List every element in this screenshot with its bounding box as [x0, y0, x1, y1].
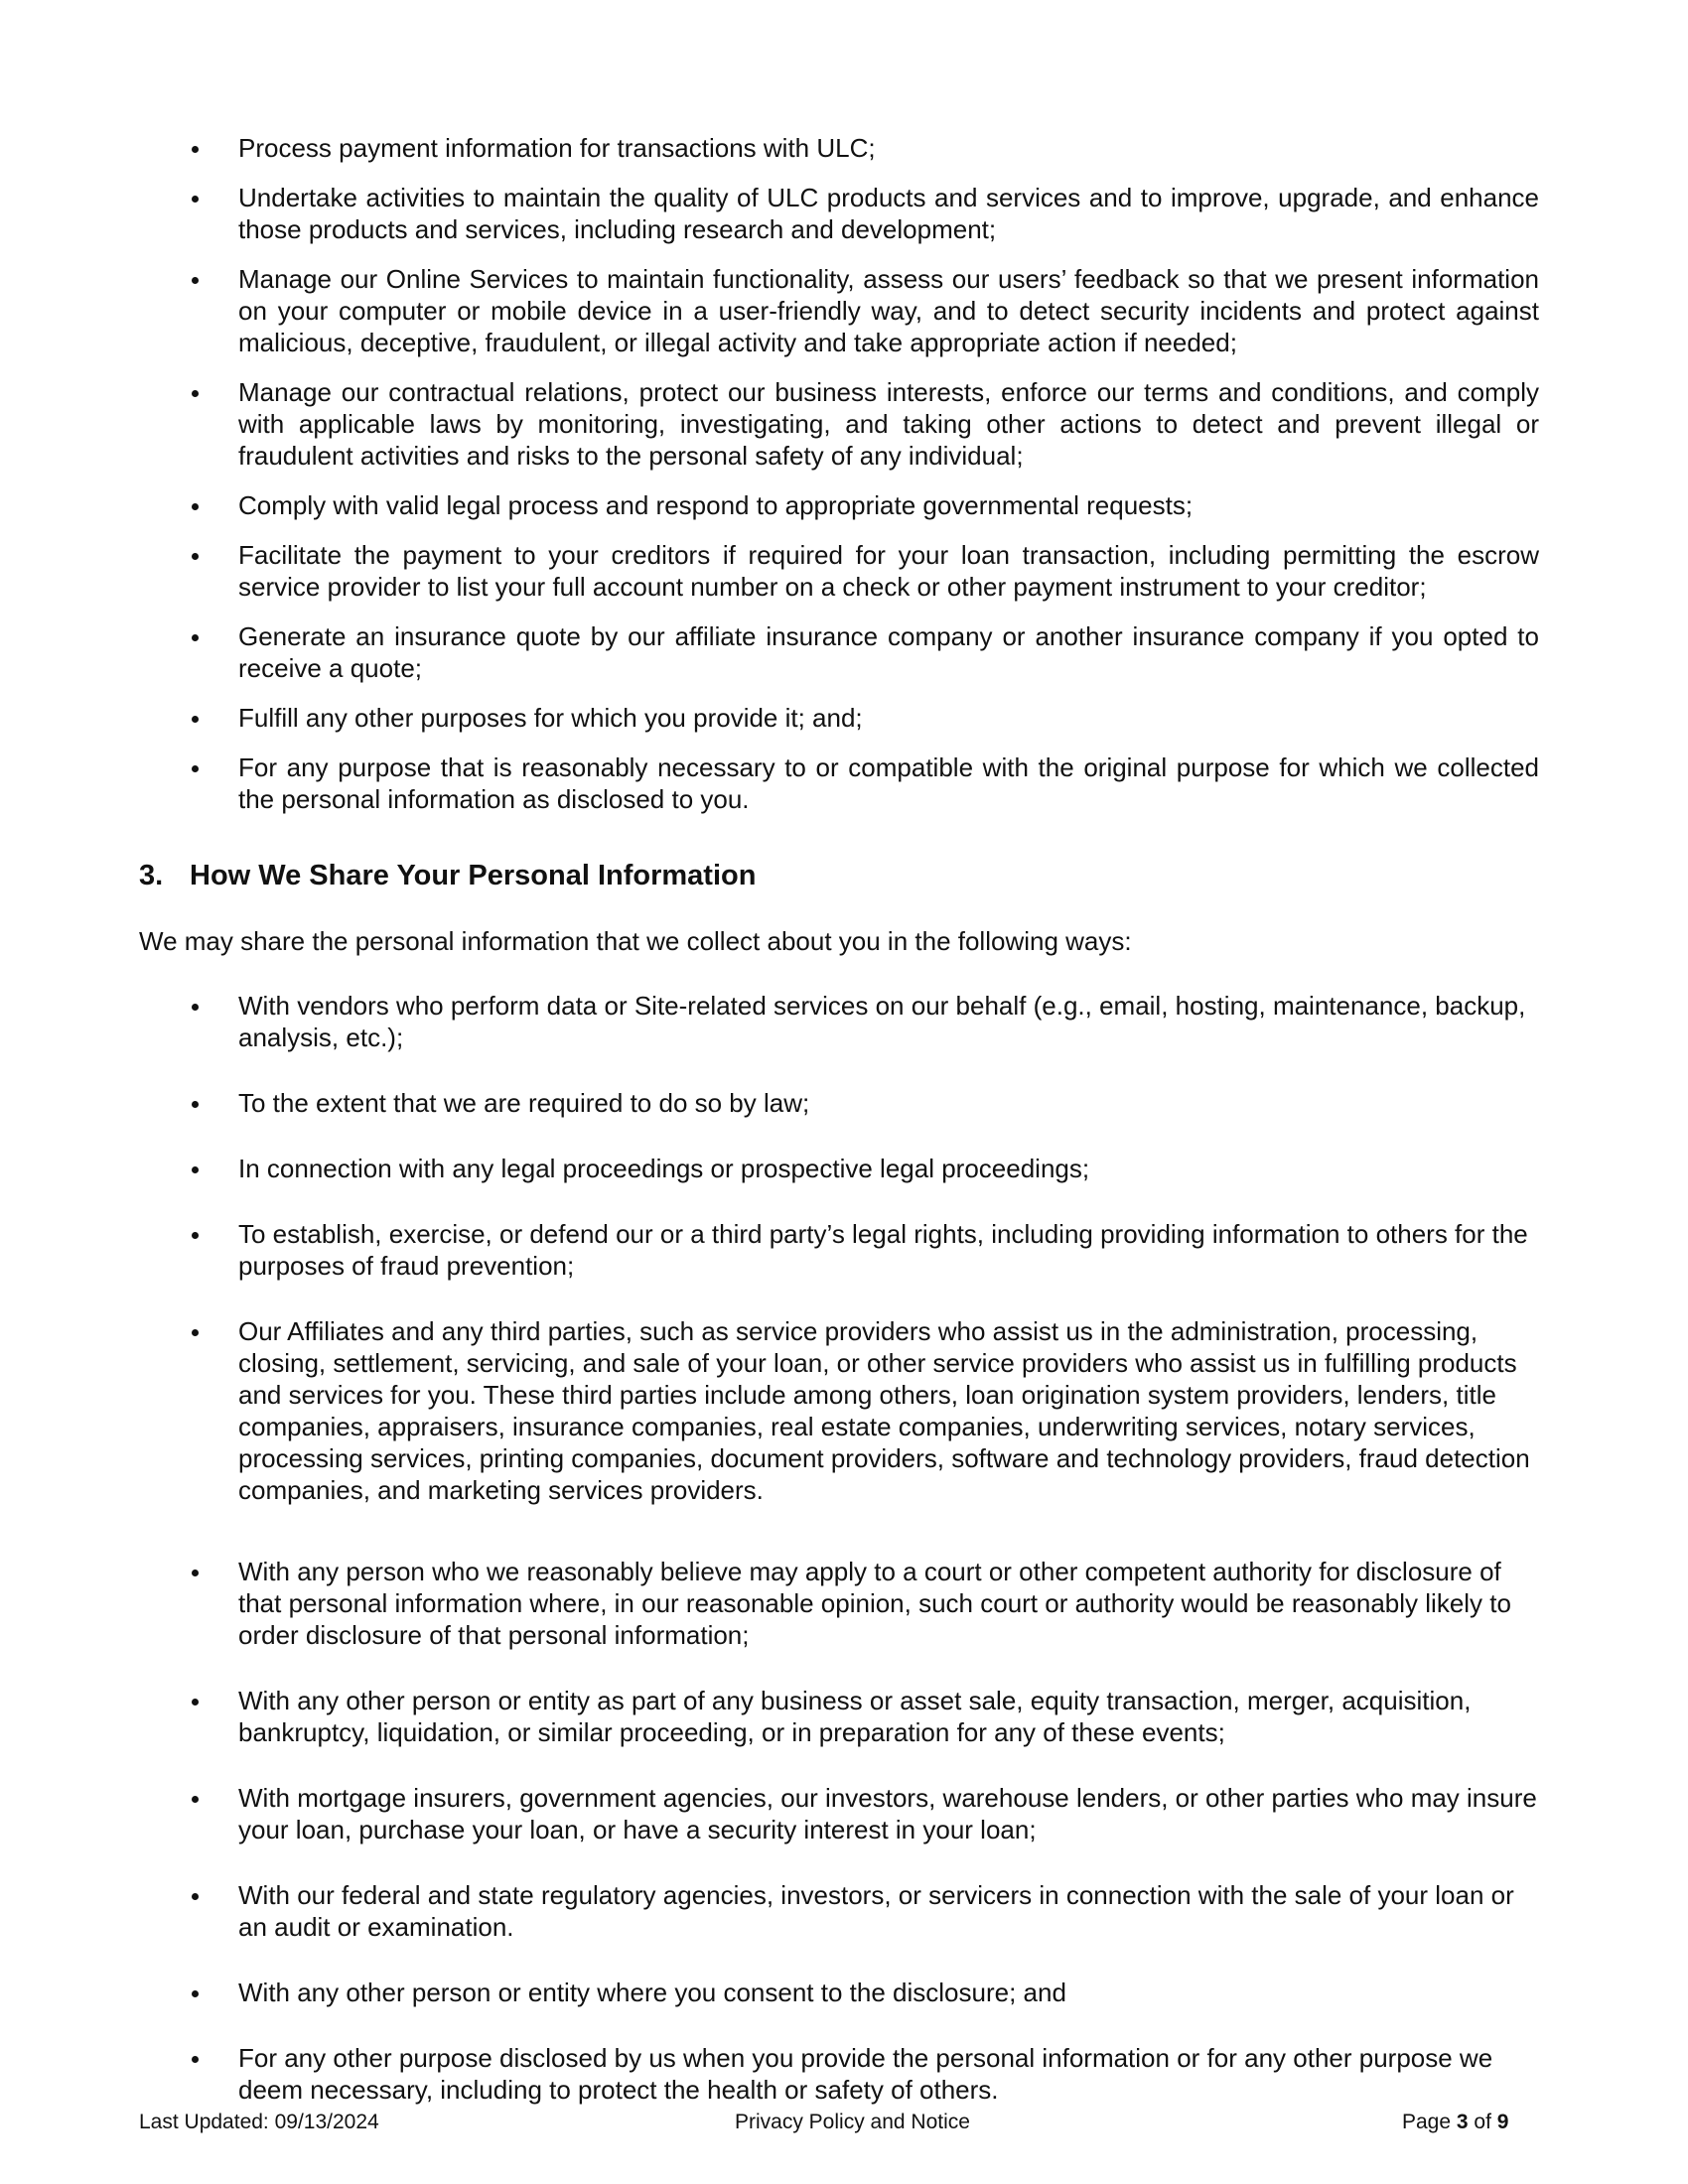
- list-item-text: Facilitate the payment to your creditors if required for your loan transaction, including permitting the escrow service provider to list your full account number on a check or other payment instrument to your creditor;: [238, 540, 1539, 602]
- list-item-text: Our Affiliates and any third parties, such as service providers who assist us in the administration, processing, closing, settlement, servicing, and sale of your loan, or other service providers who assist us in fulfilling products and services for you. These third parties include among others, loan origination system providers, lenders, title companies, appraisers, insurance companies, real estate companies, underwriting services, notary services, processing services, printing companies, document providers, software and technology providers, fraud detection companies, and marketing services providers.: [238, 1316, 1530, 1505]
- list-item-text: To establish, exercise, or defend our or a third party’s legal rights, including providing information to others for the purposes of fraud prevention;: [238, 1219, 1528, 1281]
- list-item-text: Manage our contractual relations, protect our business interests, enforce our terms and conditions, and comply with applicable laws by monitoring, investigating, and taking other actions to detect and prevent illegal or fraudulent activities and risks to the personal safety of any individual;: [238, 377, 1539, 471]
- bullet-icon: [192, 196, 199, 203]
- list-item: [179, 620, 1539, 684]
- bullet-icon: [192, 716, 199, 723]
- list-item-text: In connection with any legal proceedings or prospective legal proceedings;: [238, 1154, 1090, 1183]
- page-prefix: Page: [1402, 2111, 1457, 2133]
- purposes-bullet-list: [179, 132, 1539, 833]
- list-item: [179, 182, 1539, 245]
- list-item: [179, 132, 1539, 164]
- list-item-text: Process payment information for transactions with ULC;: [238, 133, 876, 163]
- list-item-text: Manage our Online Services to maintain functionality, assess our users’ feedback so that we present information on your computer or mobile device in a user-friendly way, and to detect security incidents and protect against malicious, deceptive, fraudulent, or illegal activity and take appropriate action if needed;: [238, 264, 1539, 357]
- bullet-icon: [192, 1329, 199, 1336]
- bullet-icon: [192, 146, 199, 153]
- list-item: [179, 2042, 1539, 2106]
- page-of: of: [1468, 2111, 1497, 2133]
- section-heading: [139, 858, 756, 893]
- list-item: [179, 1685, 1539, 1748]
- bullet-icon: [192, 765, 199, 772]
- list-item: [179, 539, 1539, 603]
- bullet-icon: [192, 1570, 199, 1576]
- section-title: How We Share Your Personal Information: [190, 860, 757, 891]
- list-item: [179, 1153, 1539, 1184]
- list-item: [179, 263, 1539, 358]
- list-item-text: With any person who we reasonably believe may apply to a court or other competent authority for disclosure of that personal information where, in our reasonable opinion, such court or authority would be reasonably likely to order disclosure of that personal information;: [238, 1557, 1511, 1650]
- list-item-text: Undertake activities to maintain the quality of ULC products and services and to improve, upgrade, and enhance those products and services, including research and development;: [238, 183, 1539, 244]
- bullet-icon: [192, 1004, 199, 1011]
- bullet-icon: [192, 277, 199, 284]
- list-item-text: For any purpose that is reasonably necessary to or compatible with the original purpose for which we collected the personal information as disclosed to you.: [238, 752, 1539, 814]
- bullet-icon: [192, 1101, 199, 1108]
- bullet-icon: [192, 1699, 199, 1706]
- bullet-icon: [192, 634, 199, 641]
- list-item: [179, 990, 1539, 1053]
- bullet-icon: [192, 1166, 199, 1173]
- bullet-icon: [192, 1796, 199, 1803]
- bullet-icon: [192, 1232, 199, 1239]
- list-item-text: With any other person or entity where you consent to the disclosure; and: [238, 1978, 1066, 2007]
- list-item-text: With any other person or entity as part of any business or asset sale, equity transaction, merger, acquisition, bankruptcy, liquidation, or similar proceeding, or in preparation for any of these events;: [238, 1686, 1472, 1747]
- list-item-text: For any other purpose disclosed by us when you provide the personal information or for any other purpose we deem necessary, including to protect the health or safety of others.: [238, 2043, 1493, 2105]
- footer-page-number: [1402, 2110, 1508, 2135]
- bullet-icon: [192, 1893, 199, 1900]
- list-item: [179, 751, 1539, 815]
- list-item-text: Comply with valid legal process and respond to appropriate governmental requests;: [238, 490, 1194, 520]
- footer-document-title: Privacy Policy and Notice: [735, 2111, 970, 2133]
- list-item: [179, 702, 1539, 734]
- list-item: [179, 1879, 1539, 1943]
- list-item: [179, 489, 1539, 521]
- list-item-text: With mortgage insurers, government agencies, our investors, warehouse lenders, or other parties who may insure your loan, purchase your loan, or have a security interest in your loan;: [238, 1783, 1537, 1844]
- list-item: [179, 1977, 1539, 2008]
- section-number: 3.: [139, 860, 164, 891]
- section-intro: We may share the personal information that we collect about you in the following ways:: [139, 926, 1132, 956]
- sharing-bullet-list: [179, 990, 1539, 2139]
- list-item: [179, 1556, 1539, 1651]
- list-item-text: Fulfill any other purposes for which you provide it; and;: [238, 703, 863, 733]
- list-item-text: To the extent that we are required to do so by law;: [238, 1088, 810, 1118]
- list-item: [179, 1087, 1539, 1119]
- list-item-text: With vendors who perform data or Site-related services on our behalf (e.g., email, hosting, maintenance, backup, analysis, etc.);: [238, 991, 1526, 1052]
- list-item-text: Generate an insurance quote by our affiliate insurance company or another insurance company if you opted to receive a quote;: [238, 621, 1539, 683]
- bullet-icon: [192, 390, 199, 397]
- page-current: 3: [1456, 2111, 1469, 2133]
- bullet-icon: [192, 553, 199, 560]
- footer-last-updated: Last Updated: 09/13/2024: [139, 2111, 379, 2133]
- bullet-icon: [192, 2056, 199, 2063]
- list-item: [179, 1218, 1539, 1282]
- list-item: [179, 376, 1539, 472]
- page-total: 9: [1496, 2111, 1509, 2133]
- list-item: [179, 1782, 1539, 1845]
- bullet-icon: [192, 503, 199, 510]
- bullet-icon: [192, 1990, 199, 1997]
- list-item-text: With our federal and state regulatory agencies, investors, or servicers in connection with the sale of your loan or an audit or examination.: [238, 1880, 1514, 1942]
- list-item: [179, 1315, 1539, 1506]
